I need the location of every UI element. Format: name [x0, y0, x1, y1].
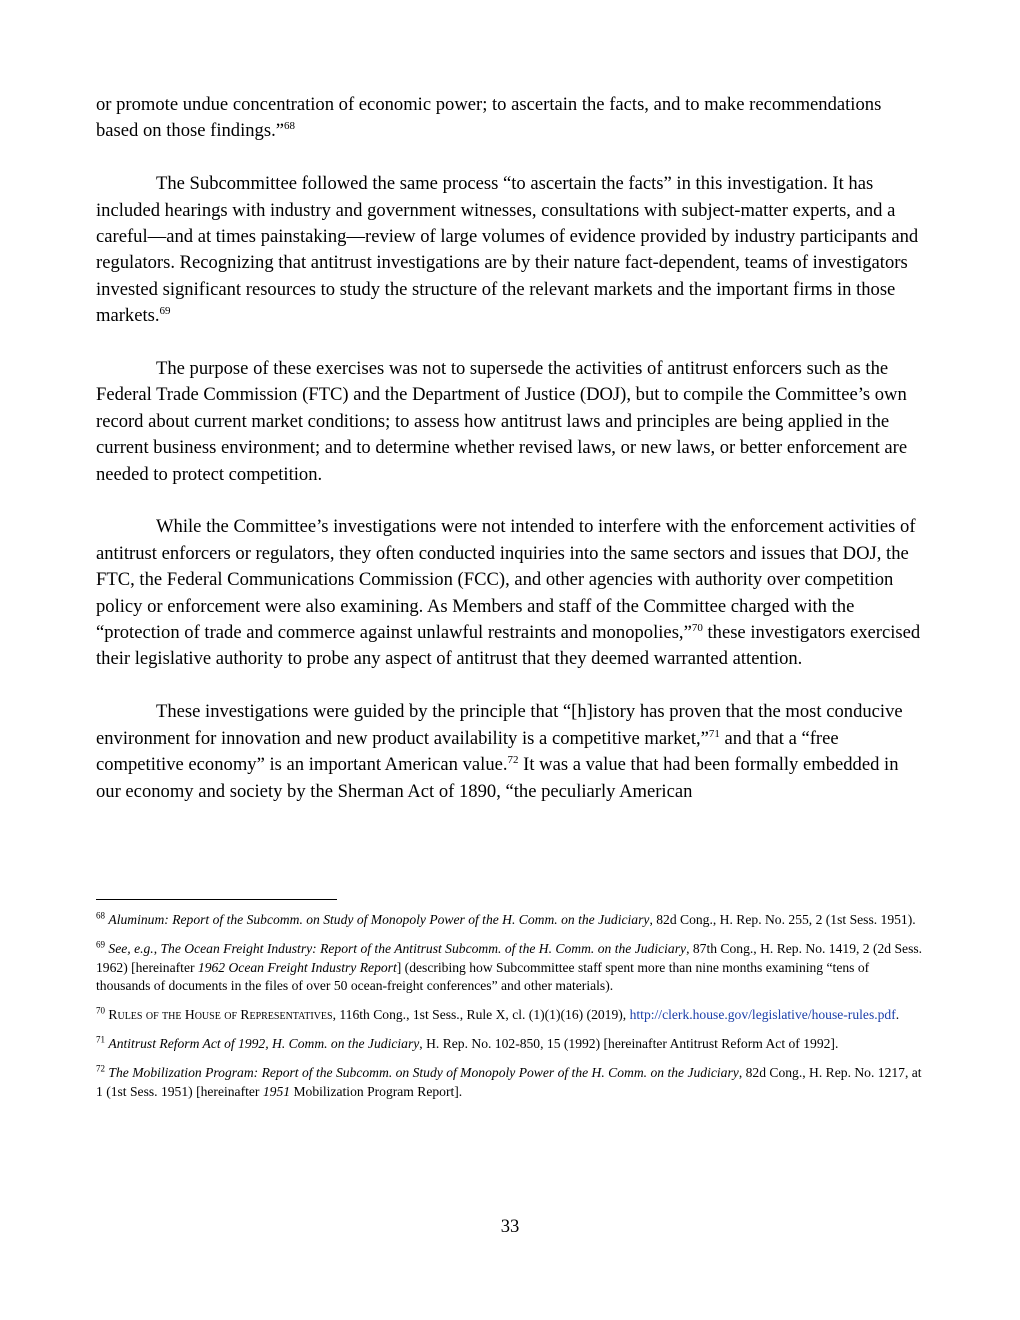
footnote-ref-72[interactable]: 72: [507, 753, 519, 766]
footnote-70: $^{70}$ Rules of the House of Representatives, 116th Cong., 1st Sess., Rule X, cl. (1)(1)(16) (2019), http://clerk.house.gov/legislative/house-rules.pdf.: [96, 1005, 900, 1023]
paragraph-purpose: The purpose of these exercises was not to supersede the activities of antitrust enforcers such as the Federal Trade Commission (FTC) and the Department of Justice (DOJ), but to compile the Committee’s own record about current market conditions; to assess how antitrust laws and principles are being applied in the current business environment; and to determine whether revised laws, or new laws, or better enforcement are needed to protect competition.: [96, 358, 908, 485]
footnote-ref-68[interactable]: 68: [283, 120, 295, 133]
paragraph-principle: These investigations were guided by the principle that “[h]istory has proven that the most conducive environment for innovation and new product availability is a competitive market,”$^{71}$ and that a “free competitive economy” is an important American value.$^{72}$ It was a value that had been formally embedded in our economy and society by the Sherman Act of 1890, “the peculiarly American: [96, 701, 903, 802]
footnote-68: $^{68}$ Aluminum: Report of the Subcomm. on Study of Monopoly Power of the H. Comm. on the Judiciary, 82d Cong., H. Rep. No. 255, 2 (1st Sess. 1951).: [96, 910, 916, 927]
paragraph-continued: or promote undue concentration of economic power; to ascertain the facts, and to make recommendations based on those findings.”$^{68}$: [96, 94, 882, 142]
body-text: [96, 92, 924, 805]
footnote-ref-69[interactable]: 69: [159, 305, 171, 318]
footnote-divider: [96, 899, 337, 900]
page-number: 33: [500, 1216, 520, 1237]
house-rules-link[interactable]: http://clerk.house.gov/legislative/house-rules.pdf: [629, 1007, 896, 1023]
footnotes: [96, 911, 924, 1111]
footnote-71: $^{71}$ Antitrust Reform Act of 1992, H. Comm. on the Judiciary, H. Rep. No. 102-850, 15 (1992) [hereinafter Antitrust Reform Act of 1992].: [96, 1034, 839, 1051]
paragraph-process: The Subcommittee followed the same process “to ascertain the facts” in this investigation. It has included hearings with industry and government witnesses, consultations with subject-matter experts, and a careful—and at times painstaking—review of large volumes of evidence provided by industry participants and regulators. Recognizing that antitrust investigations are by their nature fact-dependent, teams of investigators invested significant resources to study the structure of the relevant markets and the important firms in those markets.$^{69}$: [96, 173, 919, 327]
footnote-ref-71[interactable]: 71: [708, 727, 720, 740]
paragraph-investigations: While the Committee’s investigations were not intended to interfere with the enforcement activities of antitrust enforcers or regulators, they often conducted inquiries into the same sectors and issues that DOJ, the FTC, the Federal Communications Commission (FCC), and other agencies with authority over competition policy or enforcement were also examining. As Members and staff of the Committee charged with the “protection of trade and commerce against unlawful restraints and monopolies,”$^{70}$ these investigators exercised their legislative authority to probe any aspect of antitrust that they deemed warranted attention.: [96, 516, 921, 670]
footnote-72: $^{72}$ The Mobilization Program: Report of the Subcomm. on Study of Monopoly Power of the H. Comm. on the Judiciary, 82d Cong., H. Rep. No. 1217, at 1 (1st Sess. 1951) [hereinafter 1951 Mobilization Program Report].: [96, 1063, 922, 1099]
footnote-69: $^{69}$ See, e.g., The Ocean Freight Industry: Report of the Antitrust Subcomm. of the H. Comm. on the Judiciary, 87th Cong., H. Rep. No. 1419, 2 (2d Sess. 1962) [hereinafter 1962 Ocean Freight Industry Report] (describing how Subcommittee staff spent more than nine months examining “tens of thousands of documents in the files of over 50 ocean-freight conferences” and other materials).: [96, 939, 923, 994]
footnote-ref-70[interactable]: 70: [691, 621, 703, 634]
